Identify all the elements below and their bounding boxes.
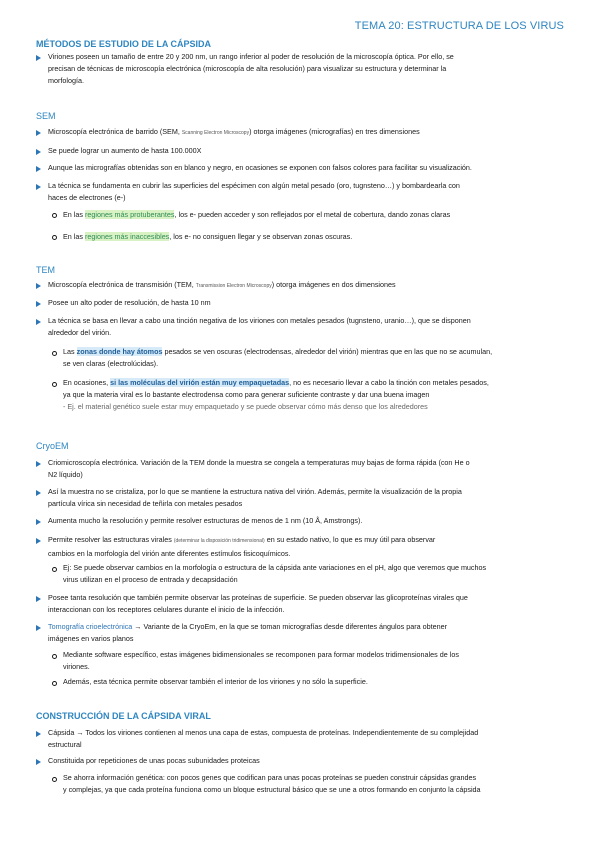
tem-item-2: Posee un alto poder de resolución, de hasta 10 nm: [48, 298, 211, 307]
bullet-arrow-icon: [36, 184, 41, 190]
sem-item-1: Microscopía electrónica de barrido (SEM, Scanning Electron Microscopy) otorga imágenes (micrografías) en tres dimensiones: [48, 127, 420, 136]
sem-item-3: Aunque las micrografías obtenidas son en blanco y negro, en ocasiones se exponen con falsos colores para facilitar su visualización.: [48, 163, 472, 172]
metodos-item-1: Viriones poseen un tamaño de entre 20 y 200 nm, un rango inferior al poder de resolución de la microscopía óptica. Por ello, se precisan de técnicas de microscopía electrónica (microscopía de alta resolución) para visualizar su estructura y determinar la morfología.: [48, 52, 454, 85]
bullet-arrow-icon: [36, 149, 41, 155]
cryoem-item-6: Tomografía crioelectrónica → Variante de la CryoEm, en la que se toman micrografías desde diferentes ángulos para obtener imágenes en varios planos: [48, 622, 447, 643]
page-header-title: TEMA 20: ESTRUCTURA DE LOS VIRUS: [354, 20, 564, 32]
sem-item-2: Se puede lograr un aumento de hasta 100.000X: [48, 146, 202, 155]
sem-subitem-2: En las regiones más inaccesibles, los e- no consiguen llegar y se observan zonas oscuras.: [63, 232, 353, 241]
bullet-arrow-icon: [36, 130, 41, 136]
cryoem-subitem-2: Mediante software específico, estas imágenes bidimensionales se recomponen para formar modelos tridimensionales de los viriones.: [63, 650, 459, 671]
cryoem-subitem-1: Ej: Se puede observar cambios en la morfología o estructura de la cápsida ante variaciones en el pH, algo que veremos que muchos virus utilizan en el proceso de entrada y decapsidación: [63, 563, 487, 584]
cryoem-subitem-3: Además, esta técnica permite observar también el interior de los viriones y no sólo la superficie.: [63, 677, 368, 686]
cryoem-item-3: Aumenta mucho la resolución y permite resolver estructuras de menos de 1 nm (10 Å, Amstrongs).: [48, 516, 363, 525]
sub-bullet-circle-icon: [52, 567, 57, 572]
bullet-arrow-icon: [36, 731, 41, 737]
bullet-arrow-icon: [36, 55, 41, 61]
cryoem-item-2: Así la muestra no se cristaliza, por lo que se mantiene la estructura nativa del virión. Además, permite la visualización de la propia partícula vírica sin necesidad de teñirla con metales pesados: [48, 487, 462, 508]
bullet-arrow-icon: [36, 625, 41, 631]
construccion-subitem-1: Se ahorra información genética: con pocos genes que codifican para unas pocas proteínas se pueden construir cápsidas grandes y complejas, ya que cada proteína funciona como un bloque estructural básico que se une a otros formando en conjunto la cápsida: [63, 773, 481, 794]
bullet-arrow-icon: [36, 301, 41, 307]
bullet-arrow-icon: [36, 490, 41, 496]
section-heading-construccion: CONSTRUCCIÓN DE LA CÁPSIDA VIRAL: [36, 711, 211, 721]
bullet-arrow-icon: [36, 461, 41, 467]
bullet-arrow-icon: [36, 538, 41, 544]
tem-subitem-1: Las zonas donde hay átomos pesados se ven oscuras (electrodensas, alrededor del virión) mientras que en las que no se acumulan, se ven claras (electrolúcidas).: [63, 347, 493, 368]
section-heading-metodos: MÉTODOS DE ESTUDIO DE LA CÁPSIDA: [36, 39, 212, 49]
sub-bullet-circle-icon: [52, 235, 57, 240]
construccion-item-2: Constituida por repeticiones de unas pocas subunidades proteicas: [48, 756, 260, 765]
cryoem-item-4: Permite resolver las estructuras virales (determinar la disposición tridimensional) en su estado nativo, lo que es muy útil para observar cambios en la morfología del virión ante diferentes estímulos fisicoquímicos.: [48, 535, 436, 558]
bullet-arrow-icon: [36, 166, 41, 172]
sem-item-4: La técnica se fundamenta en cubrir las superficies del espécimen con algún metal pesado (oro, tugnsteno…) y bombardearla con haces de electrones (e-): [48, 181, 460, 202]
bullet-arrow-icon: [36, 596, 41, 602]
bullet-arrow-icon: [36, 759, 41, 765]
sub-bullet-circle-icon: [52, 777, 57, 782]
sem-subitem-1: En las regiones más protuberantes, los e- pueden acceder y son reflejados por el metal de cobertura, dando zonas claras: [63, 210, 451, 219]
tem-item-1: Microscopía electrónica de transmisión (TEM, Transmission Electron Microscopy) otorga imágenes en dos dimensiones: [48, 280, 396, 289]
cryoem-item-1: Criomicroscopía electrónica. Variación de la TEM donde la muestra se congela a temperaturas muy bajas de forma rápida (con He o N2 líquido): [48, 458, 470, 479]
bullet-arrow-icon: [36, 283, 41, 289]
sub-bullet-circle-icon: [52, 382, 57, 387]
sub-bullet-circle-icon: [52, 681, 57, 686]
construccion-item-1: Cápsida → Todos los viriones contienen al menos una capa de estas, compuesta de proteínas. Independientemente de su complejidad estructural: [48, 728, 479, 749]
tem-item-3: La técnica se basa en llevar a cabo una tinción negativa de los viriones con metales pesados (tugnsteno, uranio…), que se disponen alrededor del virión.: [48, 316, 471, 337]
sub-bullet-circle-icon: [52, 213, 57, 218]
sub-bullet-circle-icon: [52, 351, 57, 356]
sub-bullet-circle-icon: [52, 654, 57, 659]
section-heading-sem: SEM: [36, 111, 56, 121]
bullet-arrow-icon: [36, 319, 41, 325]
cryoem-item-5: Posee tanta resolución que también permite observar las proteínas de superficie. Se pueden observar las glicoproteínas virales que interaccionan con los receptores celulares durante el inicio de la infección.: [48, 593, 468, 614]
tem-subitem-2: En ocasiones, si las moléculas del virión están muy empaquetadas, no es necesario llevar a cabo la tinción con metales pesados, ya que la materia viral es lo bastante electrodensa como para generar suficiente contraste y dar una buena imagen - Ej. el material genético suele estar muy empaquetado y se puede observar cómo más denso que los alrededores: [63, 378, 489, 411]
section-heading-cryoem: CryoEM: [36, 441, 69, 451]
section-heading-tem: TEM: [36, 265, 55, 275]
bullet-arrow-icon: [36, 519, 41, 525]
